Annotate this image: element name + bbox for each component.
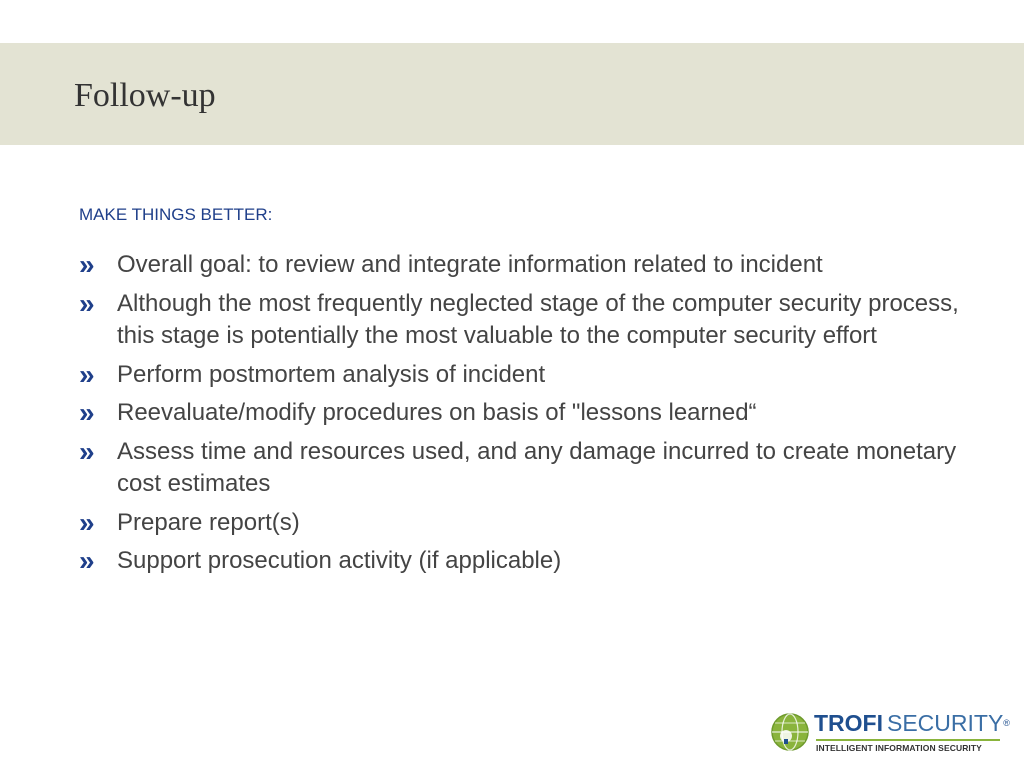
logo-divider <box>816 739 1000 741</box>
bullet-item <box>79 507 959 540</box>
bullet-item <box>79 359 959 392</box>
company-logo <box>770 710 1020 758</box>
bullet-item <box>79 436 959 501</box>
bullet-text: Overall goal: to review and integrate information related to incident <box>117 251 823 278</box>
bullet-marker-icon: » <box>79 506 95 538</box>
slide-title: Follow-up <box>74 77 216 114</box>
bullet-marker-icon: » <box>79 545 95 576</box>
bullet-item <box>79 545 959 578</box>
bullet-text: Perform postmortem analysis of incident <box>117 360 546 388</box>
bullet-marker-icon: » <box>79 397 95 428</box>
bullet-marker-icon: » <box>79 358 95 390</box>
bullet-item <box>79 288 959 353</box>
bullet-marker-icon: » <box>79 287 95 319</box>
bullet-text: Support prosecution activity (if applicable) <box>117 547 562 574</box>
bullet-text: Prepare report(s) <box>117 508 300 536</box>
bullet-text: Assess time and resources used, and any damage incurred to create monetary cost estimates <box>117 437 957 497</box>
bullet-list <box>79 249 959 584</box>
bullet-item <box>79 249 959 282</box>
logo-wordmark: TROFI SECURITY® <box>814 710 1010 736</box>
bullet-item <box>79 397 959 430</box>
bullet-marker-icon: » <box>79 249 95 280</box>
section-subheading: MAKE THINGS BETTER: <box>79 205 273 224</box>
globe-icon <box>770 712 810 752</box>
bullet-marker-icon: » <box>79 435 95 467</box>
logo-tagline: INTELLIGENT INFORMATION SECURITY <box>816 743 982 753</box>
bullet-text: Reevaluate/modify procedures on basis of "lessons learned“ <box>117 399 757 426</box>
bullet-text: Although the most frequently neglected stage of the computer security process, this stage is potentially the most valuable to the computer security effort <box>117 289 959 349</box>
